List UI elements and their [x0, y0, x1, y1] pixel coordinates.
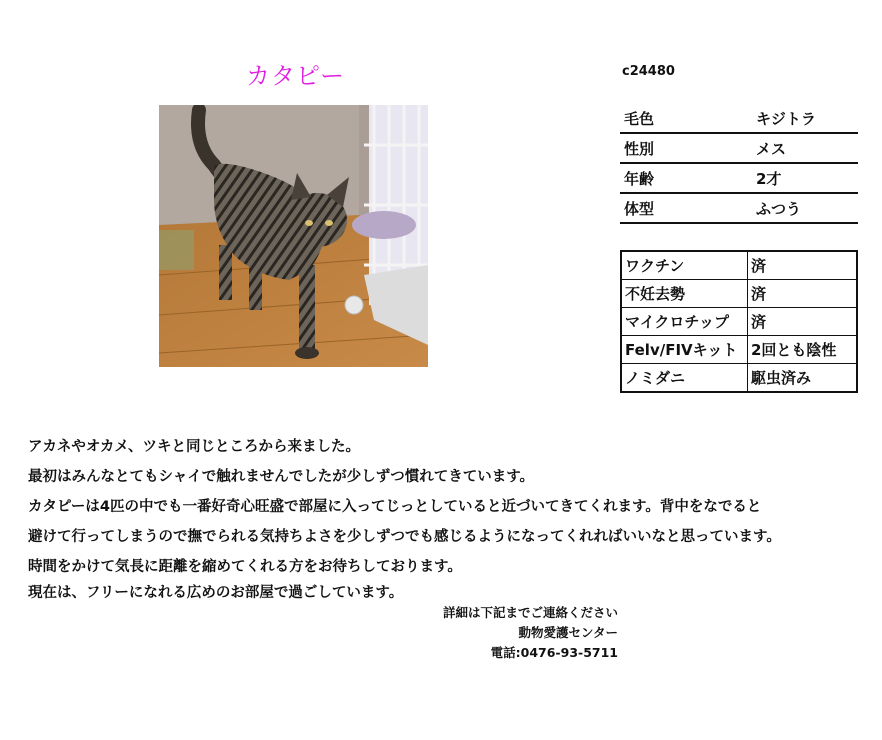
contact-info [443, 603, 618, 663]
flea-tick-value: 駆虫済み [748, 364, 858, 393]
cat-name: カタピー [246, 62, 346, 90]
cat-code: c24480 [622, 64, 675, 79]
contact-organization: 動物愛護センター [518, 625, 618, 640]
cat-photo [159, 105, 428, 367]
body-type-value: ふつう [752, 193, 858, 223]
basic-info-table [620, 104, 858, 224]
description-line: 最初はみんなとてもシャイで触れませんでしたが少しずつ慣れてきています。 [28, 469, 535, 485]
vaccine-label: ワクチン [621, 251, 748, 280]
microchip-label: マイクロチップ [621, 308, 748, 336]
description [28, 432, 868, 604]
table-row [620, 163, 858, 193]
age-label: 年齢 [620, 163, 752, 193]
table-row [620, 193, 858, 223]
description-line: 避けて行ってしまうので撫でられる気持ちよさを少しずつでも感じるようになってくれればいいなと思っています。 [28, 529, 781, 545]
spay-neuter-label: 不妊去勢 [621, 280, 748, 308]
contact-note: 詳細は下記までご連絡ください [442, 605, 618, 620]
vaccine-value: 済 [748, 251, 858, 280]
medical-info-table [620, 250, 858, 393]
table-row [621, 251, 857, 280]
table-row [620, 104, 858, 133]
description-line: カタピーは4匹の中でも一番好奇心旺盛で部屋に入ってじっとしていると近づいてきてくれます。背中をなでると [28, 499, 762, 515]
description-line: 現在は、フリーになれる広めのお部屋で過ごしています。 [28, 585, 404, 601]
felv-fiv-value: 2回とも陰性 [748, 336, 858, 364]
table-row [621, 308, 857, 336]
sex-label: 性別 [620, 133, 752, 163]
fur-color-value: キジトラ [752, 104, 858, 133]
table-row [621, 364, 857, 393]
description-line: アカネやオカメ、ツキと同じところから来ました。 [28, 439, 361, 455]
description-line: 時間をかけて気長に距離を縮めてくれる方をお待ちしております。 [28, 559, 462, 575]
flea-tick-label: ノミダニ [621, 364, 748, 393]
felv-fiv-label: Felv/FIVキット [621, 336, 748, 364]
fur-color-label: 毛色 [620, 104, 752, 133]
table-row [620, 133, 858, 163]
table-row [621, 280, 857, 308]
body-type-label: 体型 [620, 193, 752, 223]
age-value: 2才 [752, 163, 858, 193]
contact-phone: 電話:0476-93-5711 [490, 645, 618, 660]
sex-value: メス [752, 133, 858, 163]
microchip-value: 済 [748, 308, 858, 336]
table-row [621, 336, 857, 364]
spay-neuter-value: 済 [748, 280, 858, 308]
